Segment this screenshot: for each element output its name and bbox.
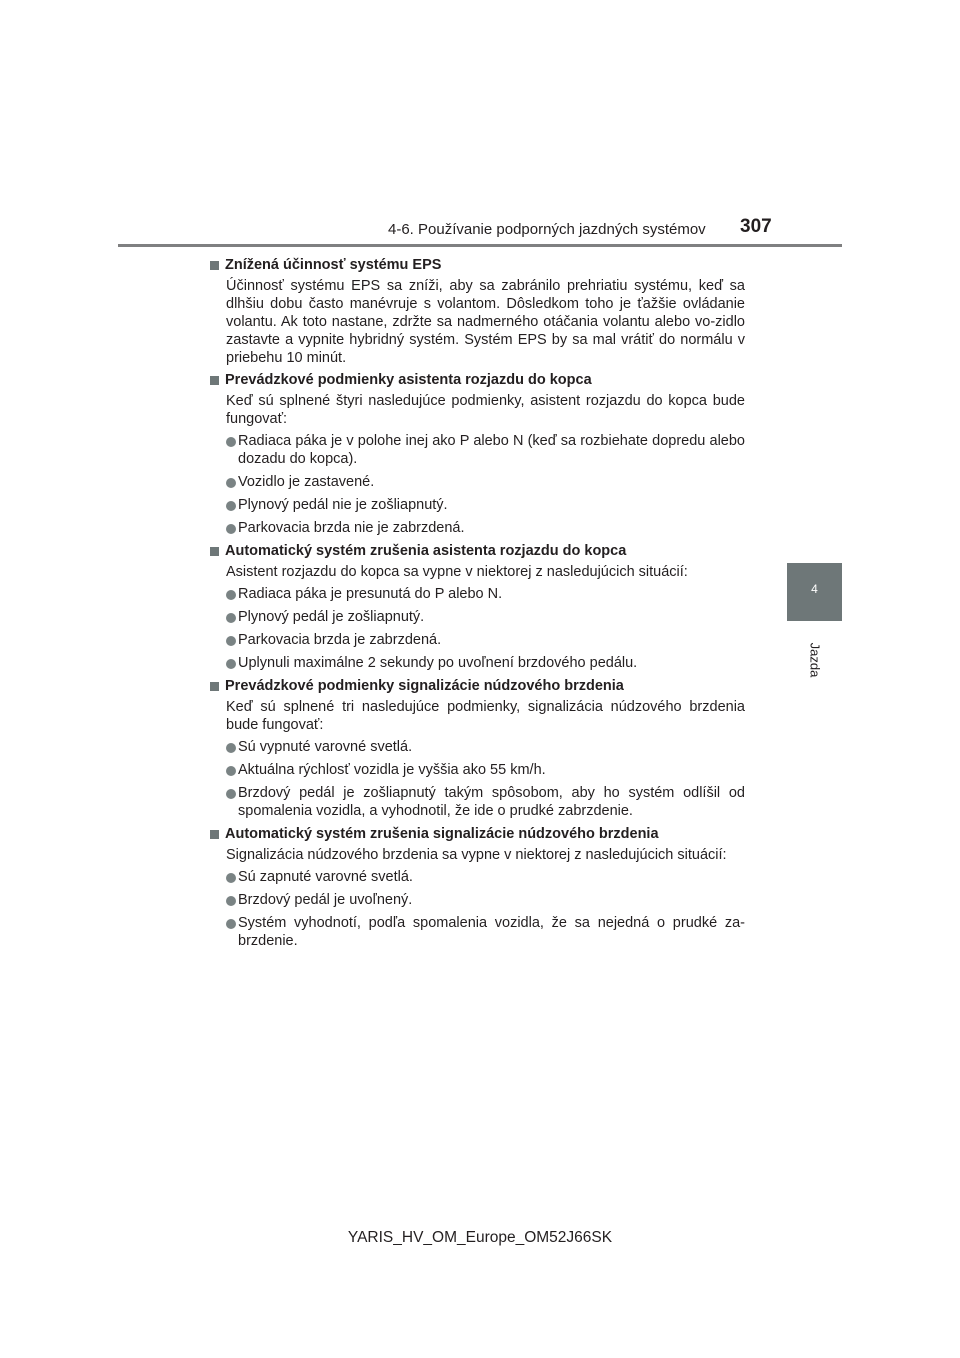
- section-heading: [210, 825, 745, 843]
- circle-bullet-icon: [226, 743, 236, 753]
- list-item-text: Sú vypnuté varovné svetlá.: [238, 739, 413, 755]
- circle-bullet-icon: [226, 789, 236, 799]
- circle-bullet-icon: [226, 478, 236, 488]
- list-item: [210, 738, 745, 756]
- list-item: [210, 585, 745, 603]
- list-item-text: Brzdový pedál je zošliapnutý takým spôsobom, aby ho systém odlíšil od spomalenia vozidla, a vyhodnotil, že ide o prudké zabrzdenie.: [238, 785, 745, 819]
- section-heading: [210, 371, 745, 389]
- document-code: YARIS_HV_OM_Europe_OM52J66SK: [347, 1229, 613, 1246]
- circle-bullet-icon: [226, 501, 236, 511]
- section-paragraph: Účinnosť systému EPS sa zníži, aby sa zabránilo prehriatiu systému, keď sa dlhšiu dobu často manévruje s volantom. Dôsledkom toho je ťažšie ovládanie volantu. Ak toto nastane, zdržte sa nadmerného otáčania volantu alebo vo-zidlo zastavte a vypnite hybridný systém. Systém EPS by sa mal vrátiť do normálu v priebehu 10 minút.: [226, 278, 745, 366]
- square-bullet-icon: [210, 261, 219, 270]
- header-divider: [118, 244, 842, 247]
- circle-bullet-icon: [226, 590, 236, 600]
- circle-bullet-icon: [226, 873, 236, 883]
- section-paragraph: Keď sú splnené tri nasledujúce podmienky, signalizácia núdzového brzdenia bude fungovať:: [226, 699, 745, 733]
- circle-bullet-icon: [226, 437, 236, 447]
- section-paragraph: Signalizácia núdzového brzdenia sa vypne v niektorej z nasledujúcich situácií:: [226, 847, 727, 863]
- list-item: [210, 631, 745, 649]
- section: [210, 542, 745, 672]
- section-heading-text: Prevádzkové podmienky signalizácie núdzového brzdenia: [225, 678, 624, 694]
- circle-bullet-icon: [226, 613, 236, 623]
- section: [210, 825, 745, 950]
- circle-bullet-icon: [226, 659, 236, 669]
- circle-bullet-icon: [226, 524, 236, 534]
- circle-bullet-icon: [226, 766, 236, 776]
- list-item: [210, 868, 745, 886]
- list-item-text: Aktuálna rýchlosť vozidla je vyššia ako 55 km/h.: [238, 762, 546, 778]
- square-bullet-icon: [210, 830, 219, 839]
- section-heading: [210, 542, 745, 560]
- list-item: [210, 914, 745, 950]
- section-heading-text: Znížená účinnosť systému EPS: [225, 257, 442, 273]
- section-heading-text: Prevádzkové podmienky asistenta rozjazdu do kopca: [225, 372, 592, 388]
- list-item-text: Radiaca páka je presunutá do P alebo N.: [238, 586, 503, 602]
- chapter-label: [800, 630, 830, 690]
- list-item: [210, 654, 745, 672]
- section-paragraph: Keď sú splnené štyri nasledujúce podmienky, asistent rozjazdu do kopca bude fungovať:: [226, 393, 745, 427]
- list-item-text: Parkovacia brzda je zabrzdená.: [238, 632, 442, 648]
- list-item: [210, 608, 745, 626]
- section-heading: [210, 677, 745, 695]
- section-paragraph: Asistent rozjazdu do kopca sa vypne v niektorej z nasledujúcich situácií:: [226, 564, 688, 580]
- circle-bullet-icon: [226, 636, 236, 646]
- list-item: [210, 473, 745, 491]
- list-item-text: Plynový pedál nie je zošliapnutý.: [238, 497, 448, 513]
- list-item: [210, 784, 745, 820]
- section-heading-text: Automatický systém zrušenia asistenta rozjazdu do kopca: [225, 543, 627, 559]
- list-item: [210, 432, 745, 468]
- list-item: [210, 496, 745, 514]
- list-item-text: Radiaca páka je v polohe inej ako P alebo N (keď sa rozbiehate dopredu alebo dozadu do kopca).: [238, 433, 745, 467]
- list-item: [210, 761, 745, 779]
- list-item: [210, 519, 745, 537]
- section: [210, 371, 745, 537]
- section-heading: [210, 256, 745, 274]
- circle-bullet-icon: [226, 896, 236, 906]
- section: [210, 256, 745, 367]
- section-heading-text: Automatický systém zrušenia signalizácie núdzového brzdenia: [225, 826, 659, 842]
- square-bullet-icon: [210, 682, 219, 691]
- list-item: [210, 891, 745, 909]
- chapter-number: 4: [811, 582, 818, 596]
- list-item-text: Sú zapnuté varovné svetlá.: [238, 869, 413, 885]
- square-bullet-icon: [210, 547, 219, 556]
- list-item-text: Brzdový pedál je uvoľnený.: [238, 892, 413, 908]
- main-content: [210, 253, 745, 955]
- section: [210, 677, 745, 820]
- list-item-text: Plynový pedál je zošliapnutý.: [238, 609, 425, 625]
- list-item-text: Parkovacia brzda nie je zabrzdená.: [238, 520, 465, 536]
- list-item-text: Systém vyhodnotí, podľa spomalenia vozidla, že sa nejedná o prudké za-brzdenie.: [238, 915, 745, 949]
- square-bullet-icon: [210, 376, 219, 385]
- circle-bullet-icon: [226, 919, 236, 929]
- list-item-text: Uplynuli maximálne 2 sekundy po uvoľnení brzdového pedálu.: [238, 655, 638, 671]
- chapter-tab[interactable]: [787, 563, 842, 621]
- list-item-text: Vozidlo je zastavené.: [238, 474, 375, 490]
- section-header-title: 4-6. Používanie podporných jazdných systémov: [388, 221, 706, 238]
- page-number: 307: [740, 216, 772, 237]
- chapter-label-text: Jazda: [807, 642, 823, 678]
